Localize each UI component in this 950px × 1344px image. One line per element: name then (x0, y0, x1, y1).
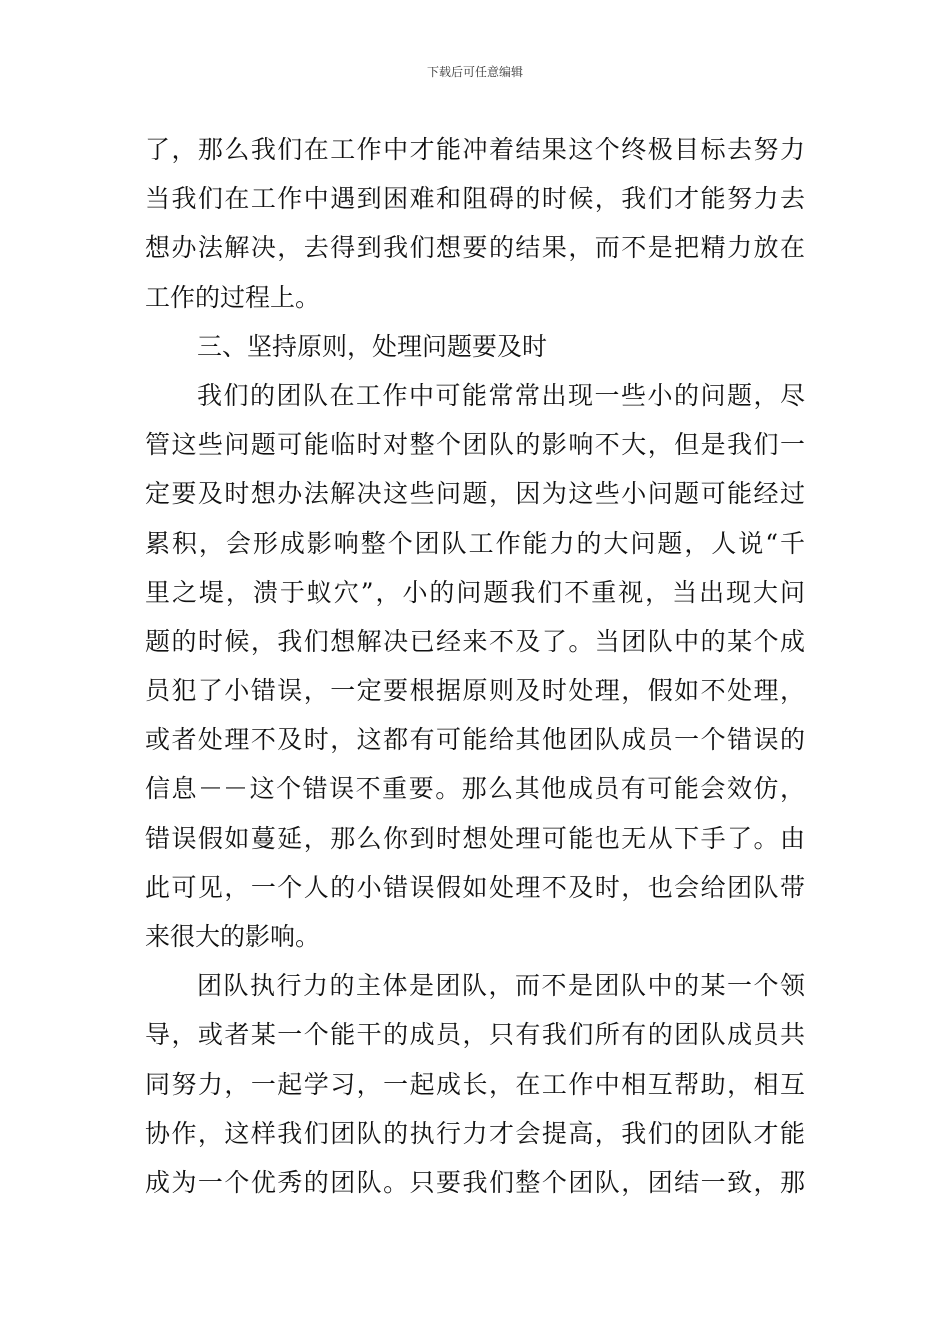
text-line: 管这些问题可能临时对整个团队的影响不大，但是我们一 (145, 430, 805, 460)
text-line: 我们的团队在工作中可能常常出现一些小的问题，尽 (197, 380, 805, 410)
text-line: 导，或者某一个能干的成员，只有我们所有的团队成员共 (145, 1020, 805, 1050)
text-line: 团队执行力的主体是团队，而不是团队中的某一个领 (197, 971, 805, 1001)
text-line: 定要及时想办法解决这些问题，因为这些小问题可能经过 (145, 479, 805, 509)
text-line: 成为一个优秀的团队。只要我们整个团队，团结一致，那 (145, 1167, 805, 1197)
text-line: 来很大的影响。 (145, 922, 321, 951)
text-line: 或者处理不及时，这都有可能给其他团队成员一个错误的 (145, 725, 805, 755)
text-line: 里之堤，溃于蚁穴”，小的问题我们不重视，当出现大问 (145, 577, 805, 607)
text-line: 累积，会形成影响整个团队工作能力的大问题，人说“千 (145, 528, 805, 558)
text-line: 想办法解决，去得到我们想要的结果，而不是把精力放在 (145, 233, 805, 263)
text-line: 工作的过程上。 (145, 282, 321, 312)
text-line: 同努力，一起学习，一起成长，在工作中相互帮助，相互 (145, 1069, 805, 1099)
text-line: 协作，这样我们团队的执行力才会提高，我们的团队才能 (145, 1118, 805, 1148)
text-line: 错误假如蔓延，那么你到时想处理可能也无从下手了。由 (145, 823, 805, 853)
text-line: 了，那么我们在工作中才能冲着结果这个终极目标去努力 (145, 135, 805, 164)
text-line: 员犯了小错误，一定要根据原则及时处理，假如不处理， (145, 676, 805, 706)
document-body (145, 125, 805, 1207)
page-header: 下载后可任意编辑 (426, 65, 523, 79)
text-line: 此可见，一个人的小错误假如处理不及时，也会给团队带 (145, 872, 805, 902)
text-line: 信息－－这个错误不重要。那么其他成员有可能会效仿， (145, 774, 805, 804)
text-line: 当我们在工作中遇到困难和阻碍的时候，我们才能努力去 (145, 184, 805, 214)
text-line: 题的时候，我们想解决已经来不及了。当团队中的某个成 (145, 626, 805, 656)
text-line: 三、坚持原则，处理问题要及时 (197, 331, 548, 361)
